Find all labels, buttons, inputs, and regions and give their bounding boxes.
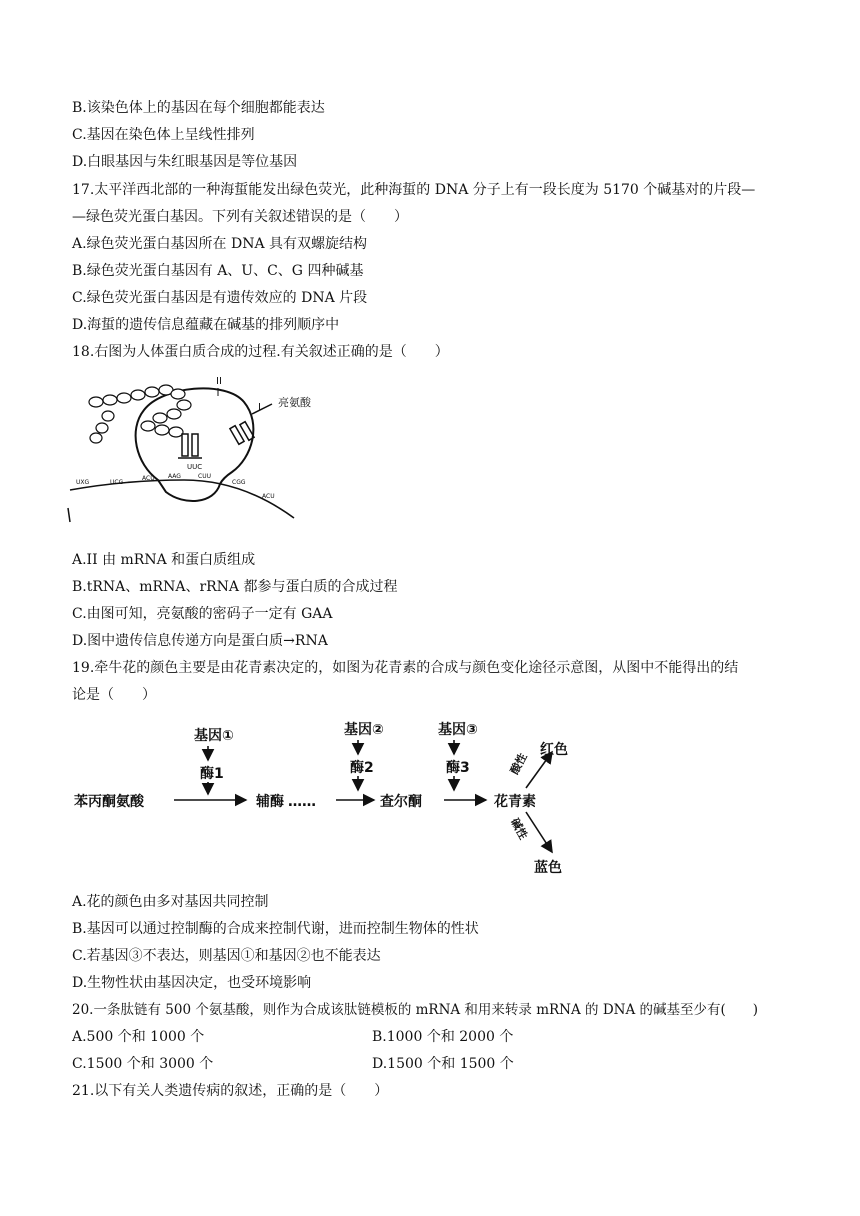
codon-label: AAG — [168, 473, 181, 480]
codon-label: UXG — [76, 479, 90, 486]
red-label: 红色 — [540, 742, 568, 758]
alkali-label: 碱性 — [508, 816, 530, 842]
q19-stem-line1: 19.牵牛花的颜色主要是由花青素决定的，如图为花青素的合成与颜色变化途径示意图，从图中不能得出的结 — [72, 660, 739, 676]
coenzyme-dots: …… — [288, 794, 316, 810]
codon-label: ACU — [262, 493, 275, 500]
q19-option-d: D.生物性状由基因决定，也受环境影响 — [72, 975, 312, 991]
codon-label: ACU — [142, 475, 155, 482]
q19-option-a: A.花的颜色由多对基因共同控制 — [72, 894, 269, 910]
gene2-label: 基因② — [344, 722, 384, 738]
coenzyme-label: 辅酶 — [256, 794, 284, 810]
q16-option-c: C.基因在染色体上呈线性排列 — [72, 127, 255, 143]
q18-option-d: D.图中遗传信息传递方向是蛋白质→RNA — [72, 633, 328, 649]
acid-label: 酸性 — [507, 751, 530, 777]
trna-in-ribosome — [178, 434, 202, 458]
anthocyanin-pathway-diagram — [74, 714, 594, 880]
q20-option-d: D.1500 个和 1500 个 — [372, 1056, 514, 1072]
q17-option-d: D.海蜇的遗传信息蕴藏在碱基的排列顺序中 — [72, 317, 340, 333]
codon-label: CUU — [198, 473, 211, 480]
label-ii: II — [216, 376, 222, 387]
q18-option-b: B.tRNA、mRNA、rRNA 都参与蛋白质的合成过程 — [72, 579, 398, 595]
anthocyanin-label: 花青素 — [494, 794, 536, 810]
polypeptide-chain — [89, 385, 191, 443]
q20-option-a: A.500 个和 1000 个 — [72, 1029, 205, 1045]
q17-stem-line1: 17.太平洋西北部的一种海蜇能发出绿色荧光，此种海蜇的 DNA 分子上有一段长度为 5170 个碱基对的片段— — [72, 182, 756, 198]
gene3-label: 基因③ — [438, 722, 478, 738]
enzyme1-label: 酶1 — [200, 766, 224, 782]
gene1-label: 基因① — [194, 728, 234, 744]
q17-stem-line2: —绿色荧光蛋白基因。下列有关叙述错误的是（ ） — [72, 209, 408, 225]
q16-option-d: D.白眼基因与朱红眼基因是等位基因 — [72, 154, 298, 170]
q18-option-a: A.II 由 mRNA 和蛋白质组成 — [72, 552, 256, 568]
label-i: I — [258, 402, 261, 413]
q20-stem: 20.一条肽链有 500 个氨基酸，则作为合成该肽链模板的 mRNA 和用来转录 mRNA 的 DNA 的碱基至少有( ) — [72, 1002, 759, 1018]
q18-option-c: C.由图可知，亮氨酸的密码子一定有 GAA — [72, 606, 333, 622]
anticodon-label: UUC — [187, 463, 203, 471]
enzyme3-label: 酶3 — [446, 760, 470, 776]
codon-label: CGG — [232, 479, 246, 486]
q19-stem-line2: 论是（ ） — [72, 687, 156, 703]
leucine-label: 亮氨酸 — [278, 396, 311, 409]
q17-option-c: C.绿色荧光蛋白基因是有遗传效应的 DNA 片段 — [72, 290, 368, 306]
q18-stem: 18.右图为人体蛋白质合成的过程.有关叙述正确的是（ ） — [72, 344, 449, 360]
translation-diagram — [66, 372, 311, 524]
q17-option-b: B.绿色荧光蛋白基因有 A、U、C、G 四种碱基 — [72, 263, 364, 279]
blue-label: 蓝色 — [534, 860, 562, 876]
enzyme2-label: 酶2 — [350, 760, 374, 776]
q19-option-c: C.若基因③不表达，则基因①和基因②也不能表达 — [72, 948, 381, 964]
q17-option-a: A.绿色荧光蛋白基因所在 DNA 具有双螺旋结构 — [72, 236, 368, 252]
q16-option-b: B.该染色体上的基因在每个细胞都能表达 — [72, 100, 325, 116]
q19-option-b: B.基因可以通过控制酶的合成来控制代谢，进而控制生物体的性状 — [72, 921, 479, 937]
q20-option-b: B.1000 个和 2000 个 — [372, 1029, 514, 1045]
phenylalanine-label: 苯丙酮氨酸 — [74, 794, 144, 810]
incoming-trna — [230, 404, 272, 444]
q21-stem: 21.以下有关人类遗传病的叙述，正确的是（ ） — [72, 1083, 389, 1099]
q20-option-c: C.1500 个和 3000 个 — [72, 1056, 214, 1072]
codon-label: UCG — [110, 479, 124, 486]
chalcone-label: 查尔酮 — [380, 794, 422, 810]
